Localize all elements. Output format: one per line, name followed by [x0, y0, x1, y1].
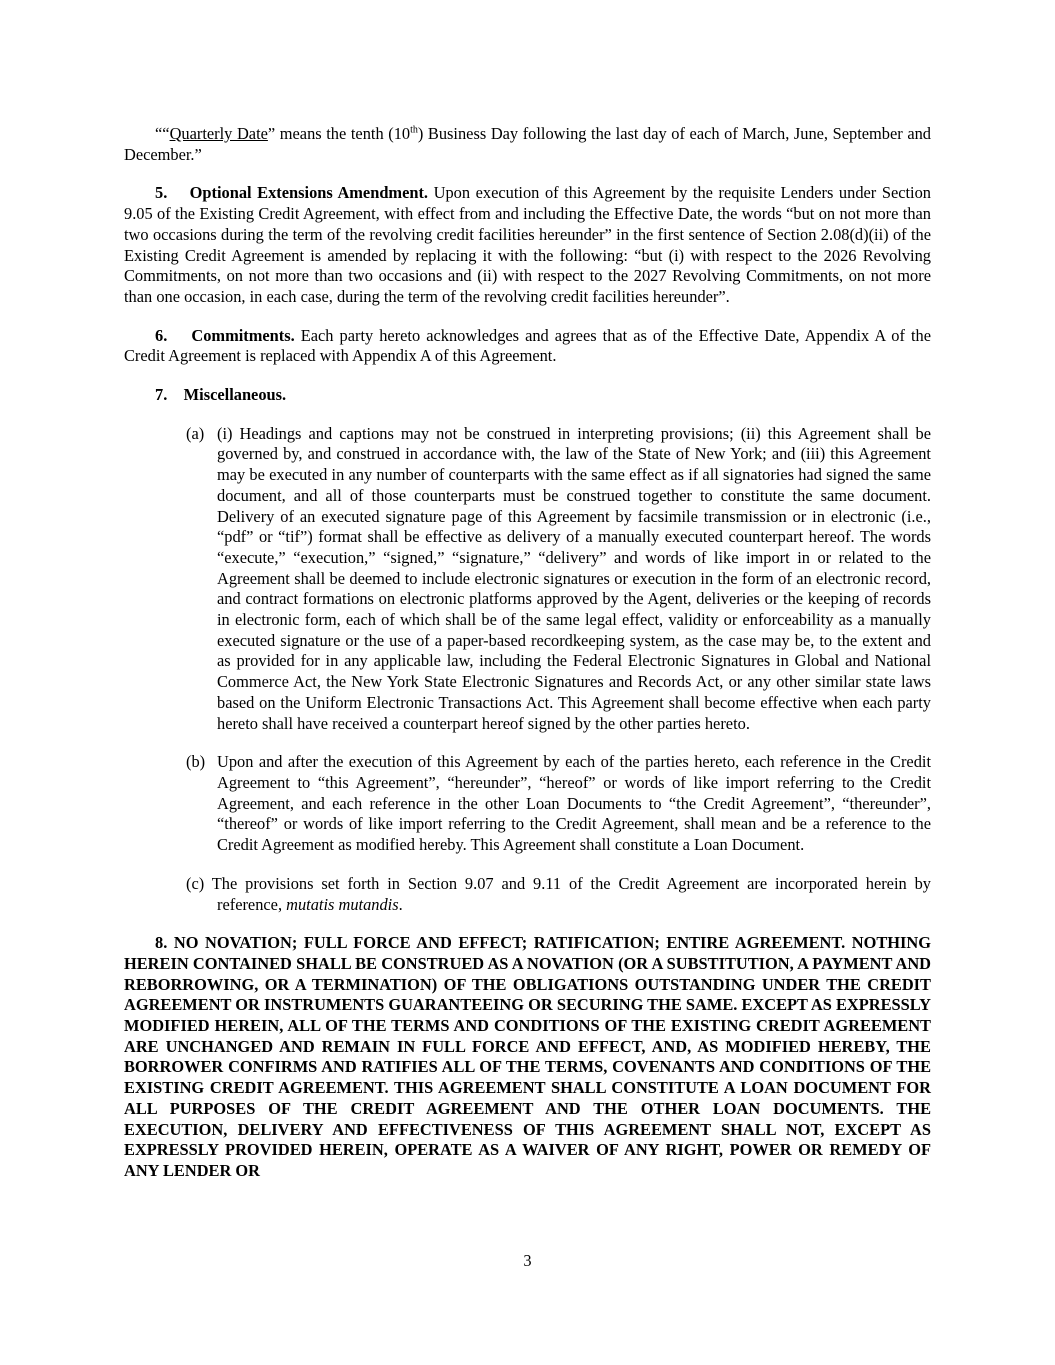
section-6-body: Each party hereto acknowledges and agrees that as of the Effective Date, Appendix A of the Credit Agreement is replaced with Appendix A of this Agreement. — [124, 325, 931, 366]
definition-text-b: ) Business Day following the last day of each of March, June, September and December.” — [124, 124, 931, 164]
section-5-body: Upon execution of this Agreement by the requisite Lenders under Section 9.05 of the Existing Credit Agreement, with effect from and including the Effective Date, the words “but on not more than two occasions during the term of the revolving credit facilities hereunder” in the first sentence of Section 2.08(d)(ii) of the Existing Credit Agreement is amended by replacing it with the following: “but (i) with respect to the 2026 Revolving Commitments, on not more than two occasions and (ii) with respect to the 2027 Revolving Commitments, on not more than one occasion, in each case, during the term of the revolving credit facilities hereunder”. — [124, 183, 931, 306]
clause-b — [124, 752, 931, 856]
section-5-heading: 5. Optional Extensions Amendment. — [155, 183, 429, 203]
clause-c-label: (c) — [186, 873, 205, 893]
open-quote: ““ — [155, 124, 170, 143]
ordinal-suffix: th — [410, 124, 418, 136]
clause-c-italic: mutatis mutandis — [286, 894, 399, 914]
clause-c-end: . — [398, 894, 403, 914]
clause-a-text: (i) Headings and captions may not be construed in interpreting provisions; (ii) this Agreement shall be governed by, and construed in accordance with, the law of the State of New York; and (iii) this Agreement may be executed in any number of counterparts with the same effect as if all signatories had signed the same document, and all of those counterparts must be construed together to constitute the same document. Delivery of an executed signature page of this Agreement by facsimile transmission or in electronic (i.e., “pdf” or “tif”) format shall be effective as delivery of a manually executed counterpart hereof. The words “execute,” “execution,” “signed,” “signature,” “delivery” and words of like import in or related to the Agreement shall be deemed to include electronic signatures or execution in the form of an electronic record, and contract formations on electronic platforms approved by the Agent, deliveries or the keeping of records in electronic form, each of which shall be of the same legal effect, validity or enforceability as a manually executed signature or the use of a paper-based recordkeeping system, as the case may be, to the extent and as provided for in any applicable law, including the Federal Electronic Signatures in Global and National Commerce Act, the New York State Electronic Signatures and Records Act, or any other similar state laws based on the Uniform Electronic Transactions Act. This Agreement shall become effective when each party hereto shall have received a counterpart hereof signed by the other parties hereto. — [217, 423, 931, 733]
clause-c-text: The provisions set forth in Section 9.07 and 9.11 of the Credit Agreement are incorporated herein by reference, — [204, 873, 931, 914]
section-6 — [124, 326, 931, 367]
page-number: 3 — [523, 1251, 532, 1270]
section-7-heading: 7. Miscellaneous. — [155, 385, 287, 405]
clause-a — [124, 424, 931, 735]
clause-b-text: Upon and after the execution of this Agreement by each of the parties hereto, each reference in the Credit Agreement to “this Agreement”, “hereunder”, “hereof” or words of like import referring to the Credit Agreement, and each reference in the other Loan Documents to “the Credit Agreement”, “thereunder”, “thereof” or words of like import referring to the Credit Agreement, shall mean and be a reference to the Credit Agreement as modified hereby. This Agreement shall constitute a Loan Document. — [217, 752, 931, 855]
section-6-heading: 6. Commitments. — [155, 325, 295, 345]
clause-c — [186, 874, 931, 915]
definition-text-a: ” means the tenth (10 — [267, 124, 411, 143]
quarterly-date-definition — [124, 124, 931, 165]
clause-a-label: (a) — [186, 423, 205, 443]
section-5 — [124, 183, 931, 307]
section-8: 8. NO NOVATION; FULL FORCE AND EFFECT; RATIFICATION; ENTIRE AGREEMENT. NOTHING HEREIN CONTAINED SHALL BE CONSTRUED AS A NOVATION (OR A SUBSTITUTION, A PAYMENT AND REBORROWING, OR A TERMINATION) OF THE OBLIGATIONS OUTSTANDING UNDER THE CREDIT AGREEMENT OR INSTRUMENTS GUARANTEEING OR SECURING THE SAME. EXCEPT AS EXPRESSLY MODIFIED HEREIN, ALL OF THE TERMS AND CONDITIONS OF THE EXISTING CREDIT AGREEMENT ARE UNCHANGED AND REMAIN IN FULL FORCE AND EFFECT, AND, AS MODIFIED HEREBY, THE BORROWER CONFIRMS AND RATIFIES ALL OF THE TERMS, COVENANTS AND CONDITIONS OF THE EXISTING CREDIT AGREEMENT. THIS AGREEMENT SHALL CONSTITUTE A LOAN DOCUMENT FOR ALL PURPOSES OF THE CREDIT AGREEMENT AND THE OTHER LOAN DOCUMENTS. THE EXECUTION, DELIVERY AND EFFECTIVENESS OF THIS AGREEMENT SHALL NOT, EXCEPT AS EXPRESSLY PROVIDED HEREIN, OPERATE AS A WAIVER OF ANY RIGHT, POWER OR REMEDY OF ANY LENDER OR — [124, 933, 931, 1180]
document-page — [124, 124, 931, 1182]
clause-b-label: (b) — [186, 752, 206, 772]
defined-term: Quarterly Date — [169, 124, 268, 143]
